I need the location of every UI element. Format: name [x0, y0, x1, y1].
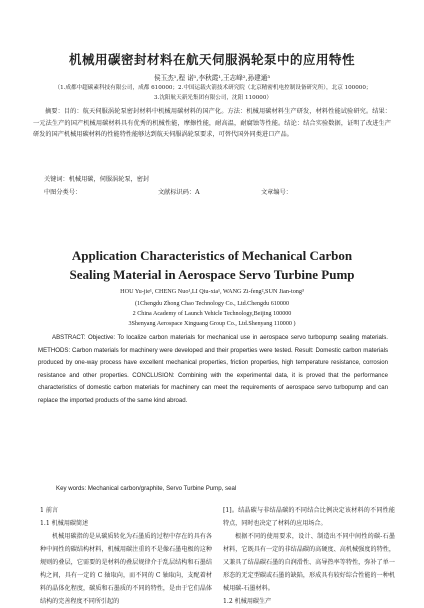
chinese-keywords: 关键词：机械用碳，伺服涡轮泵，密封 [44, 176, 150, 183]
chinese-title: 机械用碳密封材料在航天伺服涡轮泵中的应用特性 [68, 52, 355, 67]
chinese-affiliation-line: （1.成都中超碳素科技有限公司，成都 610000；2.中国运载火箭技术研究院（北京精密机电控制设备研究所），北京 100000； [54, 85, 372, 91]
subsection-heading: 1.1 机械用碳简述 [40, 520, 89, 527]
clc-number: 中图分类号： [44, 189, 82, 196]
english-authors: HOU Yu-jie¹, CHENG Nuo¹,LI Qiu-xia¹, WANG Zi-feng²,SUN Jian-tong³ [120, 288, 304, 295]
chinese-authors: 侯玉杰¹,程 诺¹,李秋霞¹,王志峰²,孙建通³ [153, 74, 270, 82]
english-affiliation-line: 2 China Academy of Launch Vehicle Technology,Beijing 100000 [132, 311, 292, 317]
english-title-line: Application Characteristics of Mechanical Carbon [71, 248, 353, 263]
body-paragraph: [1]。结晶碳与非结晶碳的不同结合比例决定该材料的不同性能特点，同时也决定了材料的应用场合。 [223, 507, 395, 527]
english-abstract: ABSTRACT: Objective: To localize carbon materials for mechanical use in aerospace servo turbopump sealing materials. METHODS: Carbon materials for machinery were developed and their properties were tested. Result: Domestic carbon materials produced by one-way process have excellent mechanical properties, friction properties, high temperature resistance, corrosion resistance and other properties. CONCLUSION: Combining with the experimental data, it is proved that the performance characteristics of domestic carbon materials for machinery can meet the requirements of aerospace servo turbopump and can replace the imported products of the same kind abroad. [38, 334, 388, 404]
section-heading: 1 前言 [40, 507, 59, 514]
english-affiliations [0, 299, 424, 329]
body-column-left [40, 504, 212, 608]
article-number: 文章编号： [261, 189, 292, 196]
english-title-line: Sealing Material in Aerospace Servo Turbine Pump [69, 267, 355, 282]
chinese-affiliations [28, 83, 398, 103]
document-code: 文献标识码：A [158, 189, 200, 196]
subsection-heading: 1.2 机械用碳生产 [223, 598, 272, 605]
english-affiliation-line: (1Chengdu Zhong Chao Technology Co., Ltd.Chengdu 610000 [135, 301, 289, 307]
body-column-right [223, 504, 395, 608]
body-paragraph: 机械用碳指的是从碳质转化为石墨质的过程中存在的具有各种中间性的碳结构材料，机械用碳注重的不是像石墨电极的这种规则的叠层，它需要的是材料的叠层规律介于乱层结构和石墨结构之间，具有一定的 C 轴取向，而不同的 C 轴取向，支配着材料的晶体化程度，碳质和石墨质的不同的特性，是由于它们晶体结构的完善程度不同所引起的 [40, 533, 212, 605]
chinese-affiliation-line: 3.沈阳航天新光集团有限公司，沈阳 110000） [154, 95, 272, 101]
english-affiliation-line: 3Shenyang Aerospace Xinguang Group Co., Ltd.Shenyang 110000 ) [128, 321, 296, 327]
english-keywords: Key words: Mechanical carbon/graphite, Servo Turbine Pump, seal [56, 485, 237, 492]
chinese-abstract: 摘要：目的：航天伺服涡轮泵密封材料中机械用碳材料的国产化。方法：机械用碳材料生产研发，材料性能试验研究。结果：一元法生产的国产机械用碳材料具有优秀的机械性能，摩擦性能，耐高温，耐腐蚀等性能。结论：结合实验数据，证明了改进生产研发的国产机械用碳材料的性能特性能够达到航天伺服涡轮泵要求，可替代国外同类进口产品。 [33, 108, 391, 138]
body-paragraph: 根据不同的使用要求，设计、制造出不同中间性的碳-石墨材料，它既具有一定的非结晶碳的高硬度、高机械强度的特性，又兼具了结晶碳石墨的自润滑性、高导热率等特性，弥补了单一形态的无定型碳或石墨的缺陷，形成具有较好综合性能的一种机械用碳-石墨材料。 [223, 533, 395, 592]
